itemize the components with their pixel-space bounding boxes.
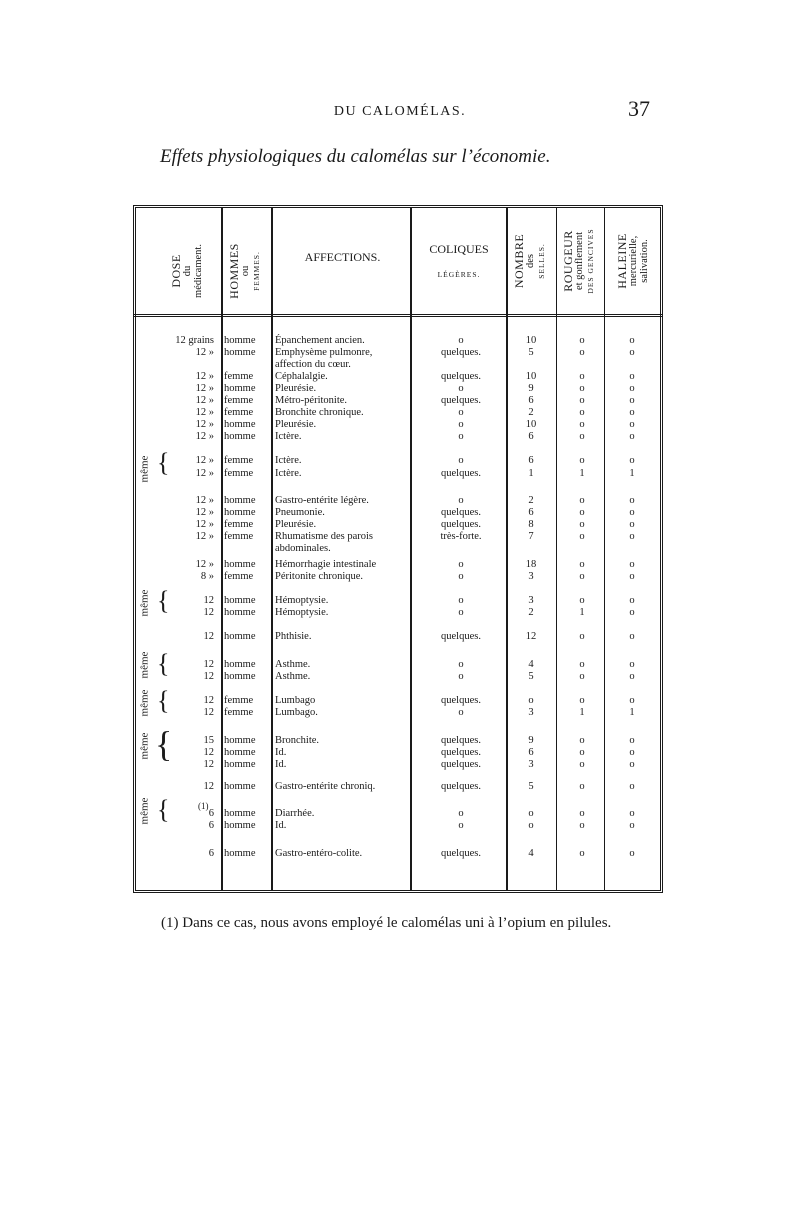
row-coliques: quelques. [441,347,481,358]
row-selles: 18 [525,559,537,570]
row-coliques: quelques. [441,747,481,758]
row-dose: 12 » [195,395,214,406]
header-rule [133,314,663,317]
row-dose: 12 » [195,431,214,442]
row-dose: 12 » [195,347,214,358]
row-haleine: o [629,607,635,618]
row-haleine: o [629,395,635,406]
row-haleine: 1 [629,707,635,718]
row-coliques: o [458,659,464,670]
row-affection: Gastro-entérite légère. [275,495,369,506]
bracket-label: même [138,455,151,483]
page-number: 37 [628,96,650,121]
row-coliques: quelques. [441,395,481,406]
row-dose: 12 [203,781,214,792]
row-dose: 12 [203,631,214,642]
bracket-label: même [138,732,151,760]
row-sex: femme [224,571,254,582]
row-coliques: quelques. [441,759,481,770]
row-sex: homme [224,820,256,831]
row-haleine: o [629,347,635,358]
row-dose: 12 [203,607,214,618]
header-selles [514,211,548,311]
bracket-label: même [138,651,151,679]
row-selles: 12 [525,631,537,642]
row-haleine: o [629,735,635,746]
row-sex: femme [224,468,254,479]
row-coliques: quelques. [441,695,481,706]
row-coliques: quelques. [441,848,481,859]
row-dose: 6 [208,848,214,859]
row-coliques: o [458,383,464,394]
row-dose: 15 [203,735,214,746]
row-haleine: o [629,419,635,430]
row-sex: homme [224,631,256,642]
bracket-label: même [138,689,151,717]
row-selles: 10 [525,419,537,430]
row-affection: Bronchite chronique. [275,407,364,418]
row-sex: homme [224,595,256,606]
header-rougeur-l2: et gonflement [574,231,585,291]
row-sex: homme [224,419,256,430]
row-rougeur: o [579,419,585,430]
row-selles: 6 [528,431,534,442]
row-coliques: quelques. [441,371,481,382]
row-affection: Ictère. [275,468,302,479]
row-haleine: o [629,455,635,466]
row-affection: affection du cœur. [275,359,351,370]
row-dose: 12 [203,659,214,670]
row-affection: Asthme. [275,671,311,682]
row-haleine: o [629,335,635,346]
row-coliques: o [458,707,464,718]
row-affection: Ictère. [275,455,302,466]
row-selles: 3 [528,571,534,582]
row-affection: Hémorrhagie intestinale [275,559,377,570]
row-coliques: o [458,595,464,606]
header-haleine [617,211,651,311]
row-affection: Bronchite. [275,735,320,746]
row-selles: 2 [528,407,534,418]
row-sex: homme [224,759,256,770]
row-haleine: o [629,695,635,706]
row-rougeur: o [579,808,585,819]
row-sex: homme [224,607,256,618]
header-coliques-l2: LÉGÈRES. [437,270,481,279]
row-dose: 6 [208,808,214,819]
row-coliques: o [458,419,464,430]
row-rougeur: o [579,671,585,682]
header-rougeur [563,211,597,311]
row-dose: 12 [203,671,214,682]
row-selles: 3 [528,707,534,718]
row-affection: Pleurésie. [275,519,317,530]
row-coliques: o [458,607,464,618]
row-sex: homme [224,335,256,346]
row-selles: 5 [528,671,534,682]
row-selles: 1 [528,468,534,479]
row-haleine: o [629,781,635,792]
row-coliques: o [458,808,464,819]
row-selles: o [528,820,534,831]
row-sex: homme [224,735,256,746]
row-selles: 5 [528,781,534,792]
row-sex: femme [224,407,254,418]
row-sex: homme [224,383,256,394]
row-sex: femme [224,707,254,718]
row-rougeur: o [579,820,585,831]
row-selles: 10 [525,335,537,346]
row-affection: Diarrhée. [275,808,315,819]
header-haleine-l3: salivation. [639,239,650,283]
row-selles: 8 [528,519,534,530]
row-rougeur: o [579,759,585,770]
row-rougeur: o [579,848,585,859]
column-divider-1 [221,207,223,891]
row-selles: 7 [528,531,534,542]
row-haleine: o [629,808,635,819]
header-dose-l2: du [182,265,193,277]
row-selles: 3 [528,759,534,770]
row-selles: 3 [528,595,534,606]
row-affection: Pneumonie. [275,507,325,518]
row-haleine: 1 [629,468,635,479]
row-rougeur: o [579,455,585,466]
row-haleine: o [629,595,635,606]
row-affection: Céphalalgie. [275,371,328,382]
row-affection: Gastro-entéro-colite. [275,848,363,859]
footnote-marker: (1) [198,801,209,811]
row-haleine: o [629,431,635,442]
row-haleine: o [629,407,635,418]
row-rougeur: o [579,347,585,358]
row-haleine: o [629,495,635,506]
row-dose: 6 [208,820,214,831]
row-dose: 12 [203,695,214,706]
row-dose: 12 » [195,383,214,394]
row-affection: Ictère. [275,431,302,442]
header-rougeur-l3: DES GENCIVES [586,228,595,294]
row-rougeur: o [579,519,585,530]
row-rougeur: o [579,695,585,706]
row-haleine: o [629,747,635,758]
row-coliques: o [458,335,464,346]
row-sex: homme [224,347,256,358]
row-sex: femme [224,695,254,706]
brace: { [157,586,170,615]
brace: { [155,724,173,764]
column-divider-5 [556,207,557,891]
row-selles: 4 [528,659,534,670]
header-selles-l2: des [525,254,536,268]
row-sex: homme [224,659,256,670]
row-sex: homme [224,808,256,819]
row-dose: 12 [203,747,214,758]
row-rougeur: o [579,781,585,792]
row-dose: 12 » [195,495,214,506]
row-affection: Lumbago. [275,707,318,718]
row-sex: femme [224,395,254,406]
footnote-text: (1) Dans ce cas, nous avons employé le calomélas uni à l’opium en pilules. [161,915,612,931]
row-coliques: o [458,407,464,418]
row-selles: 4 [528,848,534,859]
header-dose [171,221,205,321]
row-dose: 12 » [195,371,214,382]
footnote [133,912,663,934]
brace: { [157,795,170,824]
column-divider-2 [271,207,273,891]
header-selles-l3: SELLES. [537,243,546,279]
row-haleine: o [629,531,635,542]
header-dose-l3: médicament. [193,244,204,298]
row-haleine: o [629,507,635,518]
row-dose: 8 » [200,571,214,582]
row-affection: Rhumatisme des parois [275,531,373,542]
row-rougeur: o [579,659,585,670]
row-sex: homme [224,495,256,506]
row-rougeur: o [579,595,585,606]
row-haleine: o [629,659,635,670]
brace: { [157,686,170,715]
row-affection: Gastro-entérite chroniq. [275,781,376,792]
row-affection: Phthisie. [275,631,312,642]
brace: { [157,448,170,477]
row-rougeur: o [579,531,585,542]
row-rougeur: 1 [579,607,585,618]
row-haleine: o [629,820,635,831]
row-coliques: o [458,820,464,831]
row-rougeur: o [579,371,585,382]
row-affection: Pleurésie. [275,383,317,394]
row-affection: Épanchement ancien. [275,335,365,346]
row-coliques: o [458,431,464,442]
row-sex: femme [224,371,254,382]
row-coliques: quelques. [441,631,481,642]
row-sex: homme [224,559,256,570]
row-affection: Emphysème pulmonre, [275,347,373,358]
row-coliques: quelques. [441,468,481,479]
header-selles-l1: NOMBRE [512,233,526,289]
row-coliques: quelques. [441,507,481,518]
row-coliques: o [458,559,464,570]
row-affection: Id. [275,759,287,770]
row-selles: 9 [528,383,534,394]
bracket-label: même [138,797,151,825]
row-sex: homme [224,747,256,758]
row-sex: homme [224,848,256,859]
header-haleine-l2: mercurielle, [628,235,639,287]
row-rougeur: o [579,559,585,570]
header-coliques-l1: COLIQUES [429,242,489,256]
row-rougeur: o [579,495,585,506]
header-haleine-l1: HALEINE [615,233,629,289]
row-rougeur: o [579,735,585,746]
row-coliques: o [458,495,464,506]
row-dose: 12 » [195,519,214,530]
row-affection: Hémoptysie. [275,607,329,618]
row-affection: Asthme. [275,659,311,670]
row-selles: 2 [528,607,534,618]
row-selles: 6 [528,455,534,466]
row-affection: Id. [275,820,287,831]
row-rougeur: o [579,383,585,394]
table-title: Effets physiologiques du calomélas sur l’économie. [160,146,551,167]
header-sex-l2: ou [240,265,251,277]
row-haleine: o [629,383,635,394]
row-affection: Métro-péritonite. [275,395,348,406]
header-affections: AFFECTIONS. [304,250,381,264]
row-affection: Péritonite chronique. [275,571,364,582]
row-selles: 6 [528,395,534,406]
row-affection: Lumbago [275,695,316,706]
row-dose: 12 [203,759,214,770]
row-selles: 6 [528,747,534,758]
row-haleine: o [629,519,635,530]
row-dose: 12 » [195,468,214,479]
row-selles: 5 [528,347,534,358]
row-affection: Hémoptysie. [275,595,329,606]
row-selles: 6 [528,507,534,518]
row-haleine: o [629,571,635,582]
row-rougeur: o [579,571,585,582]
row-rougeur: o [579,747,585,758]
row-coliques: quelques. [441,781,481,792]
row-coliques: o [458,571,464,582]
row-sex: femme [224,519,254,530]
row-selles: o [528,808,534,819]
row-sex: femme [224,531,254,542]
row-haleine: o [629,371,635,382]
row-affection: Pleurésie. [275,419,317,430]
row-sex: homme [224,507,256,518]
header-rougeur-l1: ROUGEUR [561,230,575,292]
row-selles: 2 [528,495,534,506]
row-dose: 12 » [195,419,214,430]
row-rougeur: o [579,395,585,406]
header-coliques [412,244,506,280]
row-dose: 12 » [195,559,214,570]
running-head: DU CALOMÉLAS. [333,104,467,119]
header-sex [229,221,263,321]
row-rougeur: o [579,335,585,346]
row-affection: abdominales. [275,543,331,554]
row-dose: 12 » [195,407,214,418]
row-rougeur: o [579,431,585,442]
row-sex: homme [224,431,256,442]
row-haleine: o [629,559,635,570]
row-affection: Id. [275,747,287,758]
row-dose: 12 » [195,455,214,466]
header-dose-l1: DOSE [169,254,183,288]
row-dose: 12 grains [175,335,214,346]
row-rougeur: 1 [579,468,585,479]
row-rougeur: o [579,507,585,518]
row-dose: 12 » [195,531,214,542]
row-rougeur: o [579,407,585,418]
row-coliques: o [458,455,464,466]
row-sex: femme [224,455,254,466]
row-haleine: o [629,631,635,642]
row-haleine: o [629,759,635,770]
row-selles: 9 [528,735,534,746]
row-dose: 12 [203,707,214,718]
brace: { [157,649,170,678]
row-coliques: très-forte. [440,531,482,542]
row-dose: 12 » [195,507,214,518]
row-dose: 12 [203,595,214,606]
row-haleine: o [629,848,635,859]
row-rougeur: 1 [579,707,585,718]
row-sex: homme [224,671,256,682]
row-coliques: quelques. [441,519,481,530]
row-rougeur: o [579,631,585,642]
row-haleine: o [629,671,635,682]
row-coliques: o [458,671,464,682]
header-sex-l3: FEMMES. [252,251,261,291]
row-selles: 10 [525,371,537,382]
row-sex: homme [224,781,256,792]
row-selles: o [528,695,534,706]
row-coliques: quelques. [441,735,481,746]
header-sex-l1: HOMMES [227,243,241,299]
bracket-label: même [138,589,151,617]
